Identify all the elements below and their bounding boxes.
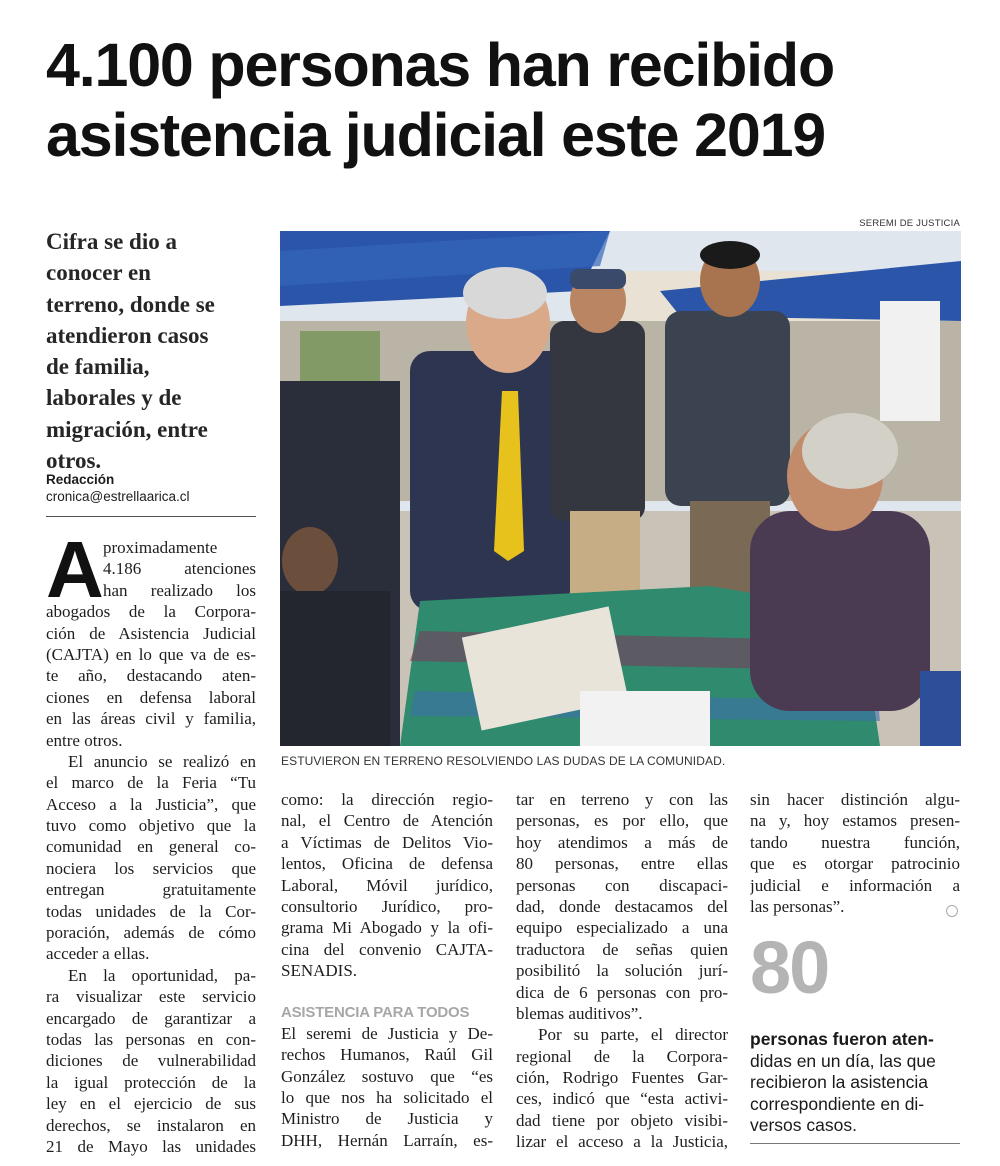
section-subhead: ASISTENCIA PARA TODOS [281, 1003, 470, 1021]
body-text-line: na y, hoy estamos presen- [750, 811, 960, 831]
fact-line: correspondiente en di- [750, 1093, 925, 1114]
body-text-line: ciones en defensa laboral [46, 687, 256, 707]
body-text-line: en las áreas civil y familia, [46, 709, 256, 729]
body-text-line: hoy atendimos a más de [516, 832, 728, 852]
deck-line: laborales y de [46, 385, 182, 411]
body-text-line: entregan gratuitamente [46, 880, 256, 900]
body-text-line: entre otros. [46, 730, 123, 750]
byline [46, 471, 190, 505]
divider [750, 1143, 960, 1144]
deck-line: migración, entre [46, 416, 208, 442]
body-text-line: equipo especializado a una [516, 918, 728, 938]
body-text-line: judicial e información a [750, 875, 960, 895]
body-text-line: dad, donde destacamos del [516, 896, 728, 916]
body-text-line: te año, destacando aten- [46, 666, 256, 686]
body-text-line: a Víctimas de Delitos Vio- [281, 832, 493, 852]
body-text-line: dica de 6 personas con pro- [516, 982, 728, 1002]
body-text-line: tar en terreno y con las [516, 790, 728, 809]
body-text-line: 4.186 atenciones [103, 559, 256, 579]
body-text-line: 80 personas, entre ellas [516, 854, 728, 874]
body-text-line: todas unidades de la Cor- [46, 901, 256, 921]
fact-line-bold: personas fueron aten- [750, 1029, 934, 1049]
body-text-line: posibilitó la solución jurí- [516, 961, 728, 981]
fact-box [750, 1029, 960, 1137]
headline-line: asistencia judicial este 2019 [46, 101, 826, 169]
deck-line: otros. [46, 448, 102, 474]
body-text-line: El anuncio se realizó en [68, 751, 256, 771]
body-text-line: proximadamente [103, 538, 218, 557]
body-text-line: nociera los servicios que [46, 858, 256, 878]
body-text-line: las personas”. [750, 896, 845, 916]
body-text-line: consultorio Jurídico, pro- [281, 896, 493, 916]
body-text-line: ra visualizar este servicio [46, 987, 256, 1007]
body-text-line: nal, el Centro de Atención [281, 811, 493, 831]
fact-number: 80 [750, 926, 829, 1009]
body-text-line: ción, Rodrigo Fuentes Gar- [516, 1068, 728, 1088]
deck-line: atendieron casos [46, 322, 209, 348]
article-column-1 [46, 525, 256, 1157]
photo-credit: SEREMI DE JUSTICIA [859, 218, 960, 229]
body-text-line: grama Mi Abogado y la ofi- [281, 918, 493, 938]
deck-summary [46, 226, 261, 476]
body-text-line: Acceso a la Justicia”, que [46, 794, 256, 814]
body-text-line: Laboral, Móvil jurídico, [281, 875, 493, 895]
deck-line: terreno, donde se [46, 291, 215, 317]
body-text-line: lo que nos ha solicitado el [281, 1088, 493, 1108]
body-text-line: tuvo como objetivo que la [46, 816, 256, 836]
body-text-line: (CAJTA) en lo que va de es- [46, 644, 256, 664]
body-text-line: Ministro de Justicia y [281, 1109, 493, 1129]
deck-line: conocer en [46, 260, 151, 286]
fact-line: versos casos. [750, 1115, 857, 1136]
fact-line: didas en un día, las que [750, 1050, 936, 1071]
body-text-line: el marco de la Feria “Tu [46, 773, 256, 793]
body-text-line: regional de la Corpora- [516, 1046, 728, 1066]
body-text-line: diciones de vulnerabilidad [46, 1051, 256, 1071]
body-text-line: han realizado los [103, 580, 256, 600]
body-text-line: acceder a ellas. [46, 944, 150, 964]
body-text-line: traductora de señas quien [516, 939, 728, 959]
body-text-line: Por su parte, el director [538, 1025, 728, 1045]
photo-illustration [280, 231, 961, 746]
headline [46, 30, 986, 170]
photo-caption: ESTUVIERON EN TERRENO RESOLVIENDO LAS DUDAS DE LA COMUNIDAD. [281, 754, 726, 768]
body-text-line: lizar el acceso a la Justicia, [516, 1132, 728, 1152]
body-text-line: rechos Humanos, Raúl Gil [281, 1045, 493, 1065]
body-text-line: blemas auditivos”. [516, 1003, 643, 1023]
body-text-line: todas las personas en con- [46, 1029, 256, 1049]
deck-line: Cifra se dio a [46, 229, 177, 254]
body-text-line: 21 de Mayo las unidades [46, 1136, 256, 1156]
end-of-article-icon [946, 905, 958, 917]
body-text-line: El seremi de Justicia y De- [281, 1023, 493, 1043]
body-text-line: tando nuestra función, [750, 832, 960, 852]
article-photo [280, 231, 961, 746]
body-text-line: dad tiene por objeto visibi- [516, 1110, 728, 1130]
body-text-line: derechos, se instalaron en [46, 1115, 256, 1135]
body-text-line: sin hacer distinción algu- [750, 790, 960, 809]
body-text-line: que es otorgar patrocinio [750, 854, 960, 874]
body-text-line: la igual protección de la [46, 1072, 256, 1092]
body-text-line: ley en el ejercicio de sus [46, 1094, 256, 1114]
body-text-line: DHH, Hernán Larraín, es- [281, 1130, 493, 1150]
fact-line: recibieron la asistencia [750, 1072, 929, 1093]
body-text-line: poración, además de cómo [46, 923, 256, 943]
byline-author: Redacción [46, 472, 115, 487]
body-text-line: SENADIS. [281, 961, 358, 981]
drop-cap: A [46, 525, 104, 614]
body-text-line: cina del convenio CAJTA- [281, 939, 493, 959]
body-text-line: como: la dirección regio- [281, 790, 493, 809]
body-text-line: personas con discapaci- [516, 875, 728, 895]
article-column-4 [750, 789, 960, 917]
body-text-line: lentos, Oficina de defensa [281, 854, 493, 874]
body-text-line: ces, indicó que “esta activi- [516, 1089, 728, 1109]
body-text-line: personas, es por ello, que [516, 811, 728, 831]
headline-line: 4.100 personas han recibido [46, 31, 835, 99]
divider [46, 516, 256, 517]
body-text-line: abogados de la Corpora- [46, 602, 256, 622]
body-text-line: encargado de garantizar a [46, 1008, 256, 1028]
article-column-2 [281, 789, 493, 1151]
deck-line: de familia, [46, 354, 150, 380]
article-column-3 [516, 789, 728, 1153]
body-text-line: González sostuvo que “es [281, 1066, 493, 1086]
body-text-line: En la oportunidad, pa- [68, 965, 256, 985]
byline-email[interactable]: cronica@estrellaarica.cl [46, 489, 190, 504]
body-text-line: comunidad en general co- [46, 837, 256, 857]
body-text-line: ción de Asistencia Judicial [46, 623, 256, 643]
